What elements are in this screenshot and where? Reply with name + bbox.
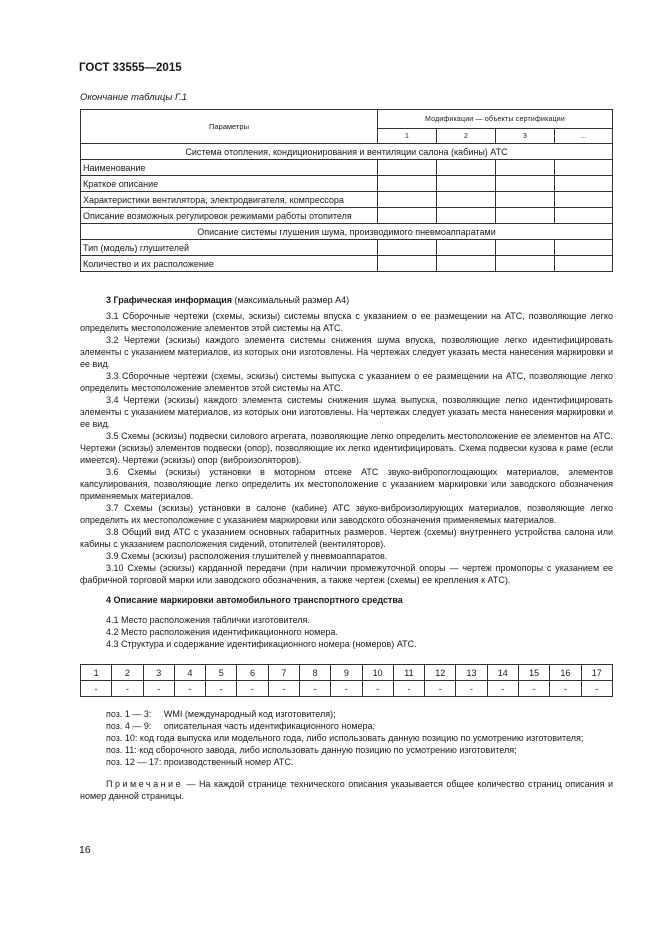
vin-positions-row xyxy=(81,665,613,681)
mod-number: 2 xyxy=(437,129,496,144)
note xyxy=(80,778,613,802)
vin-position-cell: 9 xyxy=(331,665,362,681)
vin-position-cell: 4 xyxy=(174,665,205,681)
vin-position-cell: 15 xyxy=(518,665,549,681)
vin-position-cell: 5 xyxy=(206,665,237,681)
paragraph: 3.2 Чертежи (эскизы) каждого элемента системы снижения шума впуска, позволяющие легко идентифицировать элементы с указанием материалов, из которых они изготовлены. На чертежах следует указать места нанесения маркировки и ее вид. xyxy=(80,335,613,369)
vin-value-cell: - xyxy=(112,681,143,697)
vin-values-row xyxy=(81,681,613,697)
table-row xyxy=(81,160,613,176)
param-label: Описание возможных регулировок режимами работы отопителя xyxy=(81,208,378,224)
vin-structure-table xyxy=(80,664,613,697)
param-label: Характеристики вентилятора, электродвигателя, компрессора xyxy=(81,192,378,208)
vin-position-cell: 17 xyxy=(581,665,613,681)
vin-value-cell: - xyxy=(268,681,299,697)
table-caption: Окончание таблицы Г.1 xyxy=(80,92,188,103)
section-4-heading: 4 Описание маркировки автомобильного транспортного средства xyxy=(106,595,403,605)
mod-number: 1 xyxy=(378,129,437,144)
section-3-heading: 3 Графическая информация (максимальный размер А4) xyxy=(106,295,350,305)
vin-value-cell: - xyxy=(362,681,393,697)
section-heading: Система отопления, кондиционирования и вентиляции салона (кабины) АТС xyxy=(81,144,613,160)
paragraph: 3.1 Сборочные чертежи (схемы, эскизы) системы впуска с указанием о ее размещении на АТС, позволяющие легко определить местоположение элементов этой системы на АТС. xyxy=(80,311,613,333)
position-note: поз. 10: код года выпуска или модельного года, либо использовать данную позицию по усмотрению изготовителя; xyxy=(106,733,584,743)
vin-value-cell: - xyxy=(456,681,487,697)
paragraph: 3.7 Схемы (эскизы) установки в салоне (кабине) АТС звуко-виброизолирующих материалов, позволяющие легко определить их местоположение с указанием маркировки или заводского обозначения применяемых материалов. xyxy=(80,503,613,525)
vin-value-cell: - xyxy=(237,681,268,697)
paragraph: 3.4 Чертежи (эскизы) каждого элемента системы снижения шума выпуска, позволяющие легко идентифицировать элементы с указанием материалов, из которых они изготовлены. На чертежах следует указать места нанесения маркировки и ее вид. xyxy=(80,395,613,429)
vin-value-cell: - xyxy=(425,681,456,697)
page-number: 16 xyxy=(79,844,91,856)
table-row xyxy=(81,192,613,208)
paragraph: 3.9 Схемы (эскизы) расположения глушителей у пневмоаппаратов. xyxy=(106,551,388,561)
vin-value-cell: - xyxy=(206,681,237,697)
vin-position-cell: 7 xyxy=(268,665,299,681)
vin-position-cell: 14 xyxy=(487,665,518,681)
paragraph: 3.8 Общий вид АТС с указанием основных габаритных размеров. Чертеж (схемы) внутреннего устройства салона или кабины с указанием расположения сидений, отопителей (вентиляторов). xyxy=(80,527,613,549)
vin-position-cell: 2 xyxy=(112,665,143,681)
table-row xyxy=(81,256,613,272)
param-label: Краткое описание xyxy=(81,176,378,192)
vin-position-cell: 8 xyxy=(299,665,330,681)
header-modifications: Модификации — объекты сертификации xyxy=(378,110,613,129)
paragraph: 3.10 Схемы (эскизы) карданной передачи (при наличии промежуточной опоры — чертеж промопоры с указанием ее фабричной торговой марки или заводского обозначения, а также чертеж (схемы) ее крепления к АТС). xyxy=(80,563,613,585)
vin-value-cell: - xyxy=(487,681,518,697)
vin-position-cell: 3 xyxy=(143,665,174,681)
position-note: поз. 12 — 17: производственный номер АТС. xyxy=(106,757,294,767)
vin-position-cell: 11 xyxy=(393,665,424,681)
param-label: Количество и их расположение xyxy=(81,256,378,272)
vin-position-cell: 10 xyxy=(362,665,393,681)
vin-value-cell: - xyxy=(550,681,581,697)
paragraph: 3.3 Сборочные чертежи (схемы, эскизы) системы выпуска с указанием о ее размещении на АТС, позволяющие легко определить местоположение элементов этой системы на АТС. xyxy=(80,371,613,393)
positions-notes xyxy=(80,708,613,802)
paragraph: 3.5 Схемы (эскизы) подвески силового агрегата, позволяющие легко определить местоположение ее элементов на АТС. Чертежи (эскизы) элементов подвески (опор), позволяющие их легко идентифицировать. Схема подвески кузова к раме (если имеется). Чертежи (эскизы) опор (виброизоляторов). xyxy=(80,431,613,465)
mod-number: ... xyxy=(555,129,613,144)
vin-value-cell: - xyxy=(331,681,362,697)
vin-value-cell: - xyxy=(393,681,424,697)
table-row xyxy=(81,176,613,192)
position-note: поз. 11: код сборочного завода, либо использовать данную позицию по усмотрению изготовителя; xyxy=(106,745,517,755)
vin-position-cell: 12 xyxy=(425,665,456,681)
position-note: поз. 1 — 3: WMI (международный код изготовителя); xyxy=(106,709,336,719)
note-label: Примечание xyxy=(106,779,184,789)
note-text: — На каждой странице технического описания указывается общее количество страниц описания и номер данной страницы. xyxy=(80,779,613,801)
list-item: 4.2 Место расположения идентификационного номера. xyxy=(106,627,338,637)
param-label: Тип (модель) глушителей xyxy=(81,240,378,256)
mod-number: 3 xyxy=(496,129,555,144)
document-title: ГОСТ 33555—2015 xyxy=(79,62,182,74)
vin-value-cell: - xyxy=(518,681,549,697)
vin-value-cell: - xyxy=(81,681,112,697)
vin-value-cell: - xyxy=(174,681,205,697)
vin-position-cell: 6 xyxy=(237,665,268,681)
vin-position-cell: 13 xyxy=(456,665,487,681)
param-label: Наименование xyxy=(81,160,378,176)
vin-value-cell: - xyxy=(581,681,613,697)
table-row xyxy=(81,208,613,224)
paragraph: 3.6 Схемы (эскизы) установки в моторном отсеке АТС звуко-вибропоглощающих материалов, элементов капсулирования, позволяющие легко определить их местоположение с указанием маркировки или заводского обозначения применяемых материалов. xyxy=(80,467,613,501)
list-item: 4.3 Структура и содержание идентификационного номера (номеров) АТС. xyxy=(106,639,417,649)
vin-position-cell: 1 xyxy=(81,665,112,681)
vin-value-cell: - xyxy=(299,681,330,697)
position-note: поз. 4 — 9: описательная часть идентификационного номера; xyxy=(106,721,376,731)
list-item: 4.1 Место расположения таблички изготовителя. xyxy=(106,615,310,625)
vin-position-cell: 16 xyxy=(550,665,581,681)
section-heading: Описание системы глушения шума, производимого пневмоаппаратами xyxy=(81,224,613,240)
vin-value-cell: - xyxy=(143,681,174,697)
section-3 xyxy=(80,294,613,650)
modifications-table xyxy=(80,109,613,272)
header-params: Параметры xyxy=(81,110,378,144)
table-row xyxy=(81,240,613,256)
